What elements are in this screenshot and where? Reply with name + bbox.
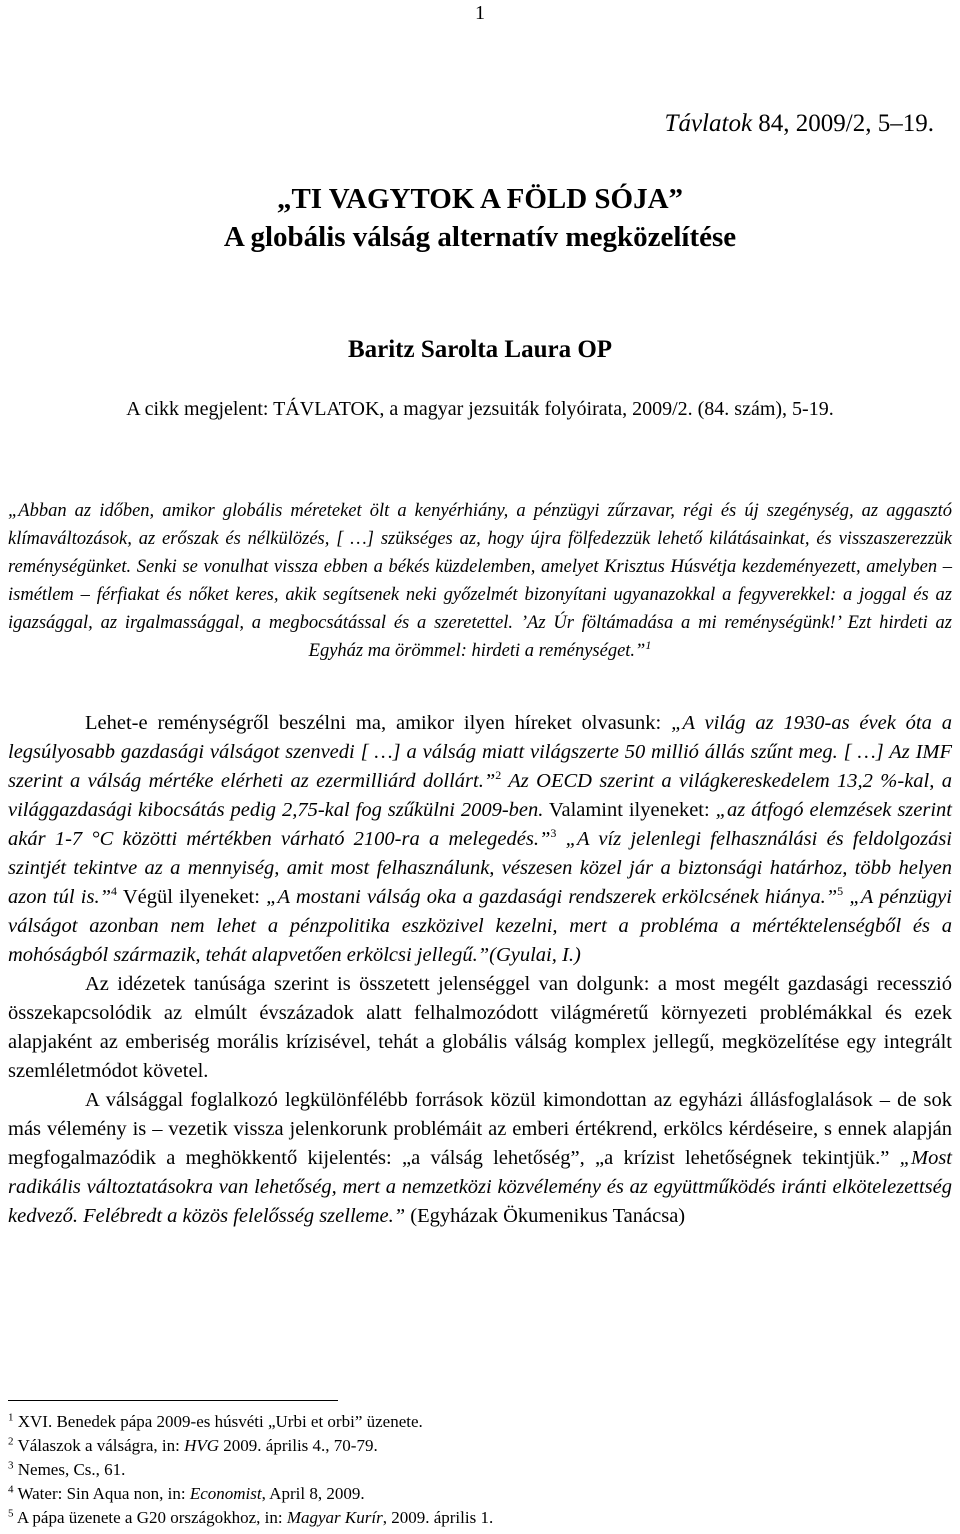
footnote-number: 3 [8,1459,14,1472]
footnote-ref-3[interactable]: 3 [550,826,557,841]
footnotes [8,1410,952,1530]
footnote-text-end: , 2009. április 1. [382,1508,494,1527]
paragraph-1-intro: Lehet-e reménységről beszélni ma, amikor ilyen híreket olvasunk: [85,712,672,734]
footnote-5 [8,1506,952,1530]
quote-1: „A világ az 1930-as évek óta a legsúlyosabb gazdasági válságot szenvedi [ …] a válság miatt világszerte 50 millió állás szűnt meg. [ …] Az IMF szerint a válság mértéke elérheti az ezermilliárd dollárt.” [8,712,952,792]
footnote-ref-1[interactable]: 1 [645,637,652,652]
paragraph-3 [8,1086,952,1231]
footnote-text: A pápa üzenete a G20 országokhoz, in: [16,1508,287,1527]
footnote-source: Magyar Kurír [286,1508,383,1527]
page-number: 1 [475,2,485,24]
footnote-ref-4[interactable]: 4 [110,884,117,899]
footnote-3 [8,1458,952,1482]
quote-2: Az OECD szerint a világkereskedelem 13,2 %-kal, a világgazdasági kibocsátás pedig 2,75-kal fog szűkülni 2009-ben. [8,770,952,821]
publication-note: A cikk megjelent: TÁVLATOK, a magyar jezsuiták folyóirata, 2009/2. (84. szám), 5-19. [126,398,834,420]
footnote-4 [8,1482,952,1506]
footnote-number: 2 [8,1435,14,1448]
paragraph-1 [8,709,952,970]
footnote-separator [8,1400,338,1401]
paragraph-3-text: A válsággal foglalkozó legkülönfélébb források közül kimondottan az egyházi állásfoglalások – de sok más vélemény is – vezetik vissza jelenkorunk problémáit az emberi értékrend, erkölcs kérdéseire, s ennek alapján megfogalmazódik a meghökkentő kijelentés: „a válság lehetőség”, „a krízist lehetőségnek tekintjük.” [8,1089,952,1169]
quote-6: „A pénzügyi válságot azonban nem lehet a pénzpolitika eszközivel kezelni, mert a probléma a mértéktelenségből és a mohóságból származik, tehát alapvetően erkölcsi jellegű.”(Gyulai, I.) [8,886,952,966]
motto-quote [8,497,952,665]
paragraph-3-source: (Egyházak Ökumenikus Tanácsa) [405,1205,686,1227]
footnote-text-end: , April 8, 2009. [261,1484,365,1503]
motto-text: „Abban az időben, amikor globális méreteket ölt a kenyérhiány, a pénzügyi zűrzavar, régi és új szegénység, az aggasztó klímaváltozások, az erőszak és nélkülözés, [ …] szükséges az, hogy újra fölfedezzük lehető kilátásainkat, és visszaszerezzük reménységünket. Senki se vonulhat vissza ebben a békés küzdelemben, amelyet Krisztus Húsvétja kezdeményezett, amelyben – ismétlem – férfiakat és nőket keres, akik segítsenek neki győzelmét bizonyítani ugyanazokkal a fegyverekkel: a joggal és az igazsággal, az irgalmassággal, a megbocsátással és a szeretettel. ’Az Úr föltámadása a mi reménységünk!’ Ezt hirdeti az Egyház ma örömmel: hirdeti a reménységet.” [8,501,952,661]
journal-citation [665,110,934,138]
footnote-number: 4 [8,1483,14,1496]
footnote-2 [8,1434,952,1458]
footnote-1 [8,1410,952,1434]
footnote-text-end: 2009. április 4., 70-79. [219,1436,378,1455]
quote-3: „az átfogó elemzések szerint akár 1-7 °C közötti mértékben várható 2100-ra a melegedés.” [8,799,952,850]
footnote-ref-2[interactable]: 2 [495,768,502,783]
footnote-source: HVG [184,1436,220,1455]
footnote-ref-5[interactable]: 5 [837,884,844,899]
citation-details: 84, 2009/2, 5–19. [752,110,934,137]
footnote-text: Water: Sin Aqua non, in: [17,1484,190,1503]
author: Baritz Sarolta Laura OP [347,336,613,363]
paragraph-1-mid-1: Valamint ilyeneket: [543,799,716,821]
footnote-text: XVI. Benedek pápa 2009-es húsvéti „Urbi et orbi” üzenete. [17,1412,423,1431]
footnote-number: 5 [8,1507,14,1520]
paragraph-2: Az idézetek tanúsága szerint is összetett jelenséggel van dolgunk: a most megélt gazdasági recesszió összekapcsolódik az elmúlt évszázadok alatt felhalmozódott világméretű környezeti problémákkal és ezek alapjaként az emberiség morális krízisével, tehát a globális válság komplex jellegű, megközelítése egy integrált szemléletmódot követel. [8,973,952,1082]
article-body [8,709,952,1231]
paragraph-1-mid-2: Végül ilyeneket: [116,886,267,908]
footnote-text: Nemes, Cs., 61. [17,1460,126,1479]
title-line-1: „TI VAGYTOK A FÖLD SÓJA” [276,183,684,215]
footnote-text: Válaszok a válságra, in: [17,1436,185,1455]
paragraph-3-quote: „Most radikális változtatásokra van lehetőség, mert a nemzetközi közvélemény és az együttműködés iránti elkötelezettség kedvező. Felébredt a közös felelősség szelleme.” [8,1147,952,1227]
quote-4: „A víz jelenlegi felhasználási és feldolgozási szintjét tekintve az a mennyiség, amit most felhasználunk, vészesen közel jár a biztonsági határhoz, több helyen azon túl is.” [8,828,952,908]
footnote-number: 1 [8,1411,14,1424]
footnote-source: Economist [189,1484,262,1503]
title-line-2: A globális válság alternatív megközelítése [223,221,737,253]
quote-5: „A mostani válság oka a gazdasági rendszerek erkölcsének hiánya.” [266,886,838,908]
article-title [0,180,960,256]
journal-name: Távlatok [664,110,753,137]
